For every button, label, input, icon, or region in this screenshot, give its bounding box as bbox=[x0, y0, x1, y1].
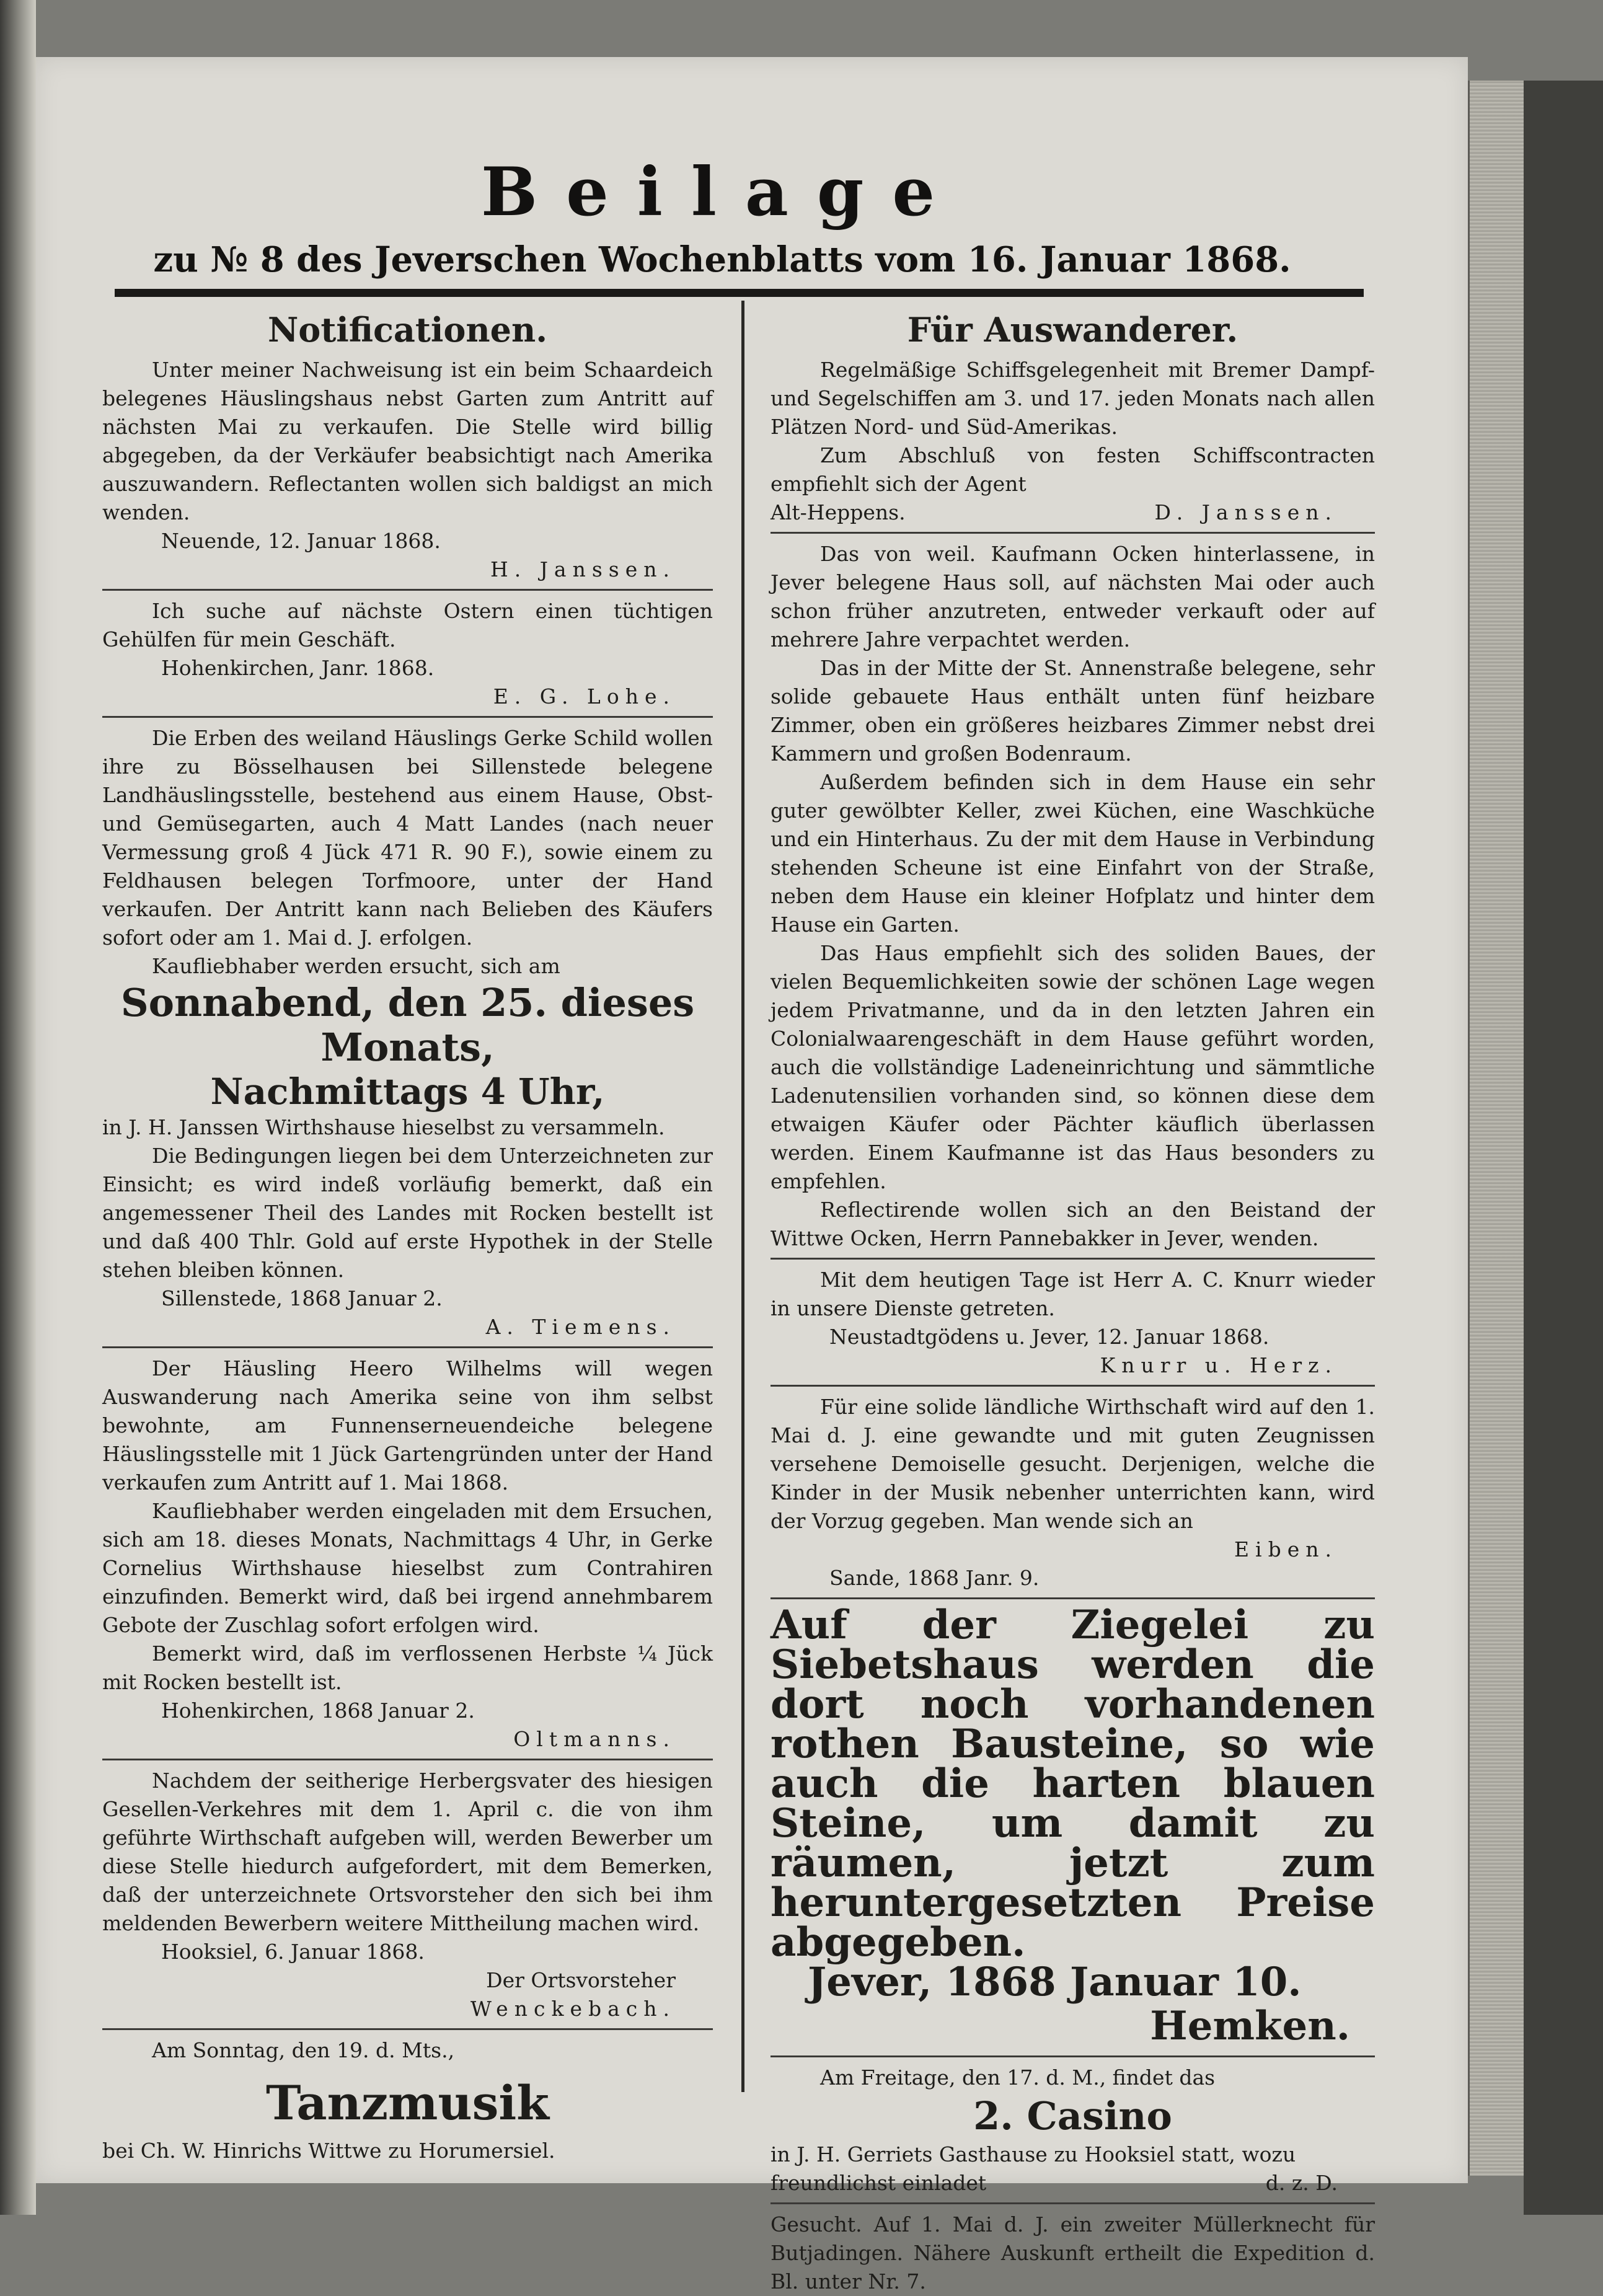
notice-separator bbox=[771, 1385, 1375, 1387]
notice-body: Bemerkt wird, daß im verflossenen Herbste ¼ Jück mit Rocken bestellt ist. bbox=[102, 1641, 713, 1694]
masthead-subtitle: zu № 8 des Jeverschen Wochenblatts vom 16. Januar 1868. bbox=[153, 239, 1291, 280]
notice-body: Das Haus empfiehlt sich des soliden Baues, der vielen Bequemlichkeiten sowie der schönen Lage wegen jedem Privatmanne, und da in den letzten Jahren ein Colonialwaarengeschäft in dem Hause geführt worden, auch die vollständige Ladeneinrichtung und sämmtliche Ladenutensilien vorhanden sind, so können diese dem etwaigen Käufer oder Pächter käuflich überlassen werden. Einem Kaufmanne ist das Haus besonders zu empfehlen. bbox=[771, 941, 1375, 1193]
notice-place-date: Neustadtgödens u. Jever, 12. Januar 1868. bbox=[829, 1325, 1270, 1349]
notice-signature: D. Janssen. bbox=[1154, 500, 1338, 524]
notice-separator bbox=[771, 2055, 1375, 2057]
notice-body: Kaufliebhaber werden eingeladen mit dem Ersuchen, sich am 18. dieses Monats, Nachmittags 4 Uhr, in Gerke Cornelius Wirthshause hieselbst zum Contrahiren einzufinden. Bemerkt wird, daß bei irgend annehmbarem Gebote der Zuschlag sofort erfolgen wird. bbox=[102, 1499, 713, 1637]
column-divider bbox=[741, 301, 744, 2092]
book-cover-edge bbox=[1524, 81, 1603, 2215]
notice-signature: H. Janssen. bbox=[490, 557, 676, 581]
notice-big-headline: Tanzmusik bbox=[266, 2075, 549, 2130]
notice-body: Regelmäßige Schiffsgelegenheit mit Bremer Dampf- und Segelschiffen am 3. und 17. jeden Monats nach allen Plätzen Nord- und Süd-Amerikas. bbox=[771, 358, 1375, 439]
notice-casino bbox=[771, 2064, 1375, 2197]
notice-body: Reflectirende wollen sich an den Beistand der Wittwe Ocken, Herrn Pannebakker in Jever, wenden. bbox=[771, 1198, 1375, 1250]
notice-body: Am Sonntag, den 19. d. Mts., bbox=[152, 2038, 455, 2062]
notice-ocken-haus bbox=[771, 540, 1375, 1253]
notice-gesucht bbox=[771, 2210, 1375, 2296]
notice-herberg bbox=[102, 1767, 713, 2023]
notice-gehuelfe bbox=[102, 597, 713, 711]
notice-body: Außerdem befinden sich in dem Hause ein sehr guter gewölbter Keller, zwei Küchen, eine Waschküche und ein Hinterhaus. Zu der mit dem Hause in Verbindung stehenden Scheune ist eine Einfahrt von der Straße, neben dem Hause ein kleiner Hofplatz und hinter dem Hause ein Garten. bbox=[771, 770, 1375, 937]
masthead-title: Beilage bbox=[480, 153, 964, 231]
notice-separator bbox=[102, 589, 713, 591]
notice-ziegelei bbox=[771, 1602, 1375, 2051]
notice-place-date: Hohenkirchen, 1868 Januar 2. bbox=[161, 1698, 475, 1723]
notice-body: Die Bedingungen liegen bei dem Unterzeichneten zur Einsicht; es wird indeß vorläufig bemerkt, daß ein angemessener Theil des Landes mit Rocken bestellt ist und daß 400 Thlr. Gold auf erste Hypothek in der Stelle stehen bleiben können. bbox=[102, 1144, 713, 1282]
notice-place-date: Hooksiel, 6. Januar 1868. bbox=[161, 1940, 425, 1964]
notice-signature-row bbox=[771, 2169, 1375, 2197]
notice-signature: A. Tiemens. bbox=[485, 1315, 676, 1339]
notice-signature: E. G. Lohe. bbox=[493, 684, 676, 709]
notice-auswanderer bbox=[771, 307, 1375, 527]
notice-body: Am Freitage, den 17. d. M., findet das bbox=[820, 2065, 1216, 2090]
notice-place-date: Jever, 1868 Januar 10. bbox=[808, 1959, 1302, 2005]
notice-separator bbox=[771, 2202, 1375, 2204]
notice-separator bbox=[771, 532, 1375, 534]
notice-demoiselle bbox=[771, 1393, 1375, 1592]
notice-place-date: Hohenkirchen, Janr. 1868. bbox=[161, 656, 435, 680]
left-column bbox=[102, 296, 713, 2165]
notice-heading: Für Auswanderer. bbox=[907, 310, 1239, 350]
page-stack-edge bbox=[1468, 81, 1526, 2176]
notice-date-headline: Sonnabend, den 25. dieses Monats, bbox=[120, 980, 695, 1070]
notice-signature-row bbox=[771, 498, 1375, 527]
notice-body: in J. H. Janssen Wirthshause hieselbst zu versammeln. bbox=[102, 1115, 665, 1139]
notice-role: Der Ortsvorsteher bbox=[486, 1968, 676, 1992]
notice-separator bbox=[102, 1346, 713, 1348]
right-column bbox=[771, 296, 1375, 2296]
masthead-area bbox=[74, 155, 1370, 281]
notice-separator bbox=[771, 1597, 1375, 1599]
notice-signature: Wenckebach. bbox=[470, 1997, 676, 2021]
notice-body: Das von weil. Kaufmann Ocken hinterlassene, in Jever belegene Haus soll, auf nächsten Mai oder auch schon früher anzutreten, entweder verkauft oder auf mehrere Jahre verpachtet werden. bbox=[771, 542, 1375, 651]
notice-separator bbox=[102, 2028, 713, 2030]
notice-body: Für eine solide ländliche Wirthschaft wird auf den 1. Mai d. J. eine gewandte und mit guten Zeugnissen versehene Demoiselle gesucht. Derjenigen, welche die Kinder in der Musik nebenher unterrichten kann, wird der Vorzug gegeben. Man wende sich an bbox=[771, 1395, 1375, 1533]
notice-time-headline: Nachmittags 4 Uhr, bbox=[210, 1071, 605, 1113]
notice-body: Gesucht. Auf 1. Mai d. J. ein zweiter Müllerknecht für Butjadingen. Nähere Auskunft ertheilt die Expedition d. Bl. unter Nr. 7. bbox=[771, 2212, 1375, 2294]
notice-separator bbox=[771, 1258, 1375, 1260]
notice-body: Zum Abschluß von festen Schiffscontracten empfiehlt sich der Agent bbox=[771, 443, 1375, 496]
notice-signature: Hemken. bbox=[1150, 2003, 1350, 2049]
notice-body: Unter meiner Nachweisung ist ein beim Schaardeich belegenes Häuslingshaus nebst Garten zum Antritt auf nächsten Mai zu verkaufen. Die Stelle wird billig abgegeben, da der Verkäufer beabsichtigt nach Amerika auszuwandern. Reflectanten wollen sich baldigst an mich wenden. bbox=[102, 358, 713, 524]
notice-notificationen bbox=[102, 307, 713, 584]
notice-place-date: Neuende, 12. Januar 1868. bbox=[161, 529, 441, 553]
notice-body: Der Häusling Heero Wilhelms will wegen Auswanderung nach Amerika seine von ihm selbst bewohnte, am Funnenserneuendeiche belegene Häuslingsstelle mit 1 Jück Gartengründen unter der Hand verkaufen zum Antritt auf 1. Mai 1868. bbox=[102, 1356, 713, 1495]
notice-signature: Knurr u. Herz. bbox=[1100, 1353, 1338, 1377]
notice-body: Die Erben des weiland Häuslings Gerke Schild wollen ihre zu Bösselhausen bei Sillenstede belegene Landhäuslingsstelle, bestehend aus einem Hause, Obst- und Gemüsegarten, auch 4 Matt Landes (nach neuer Vermessung groß 4 Jück 471 R. 90 F.), sowie einem zu Feldhausen belegen Torfmoore, unter der Hand verkaufen. Der Antritt kann nach Belieben des Käufers sofort oder am 1. Mai d. J. erfolgen. bbox=[102, 726, 713, 950]
notice-separator bbox=[102, 1759, 713, 1760]
notice-place-date: Sillenstede, 1868 Januar 2. bbox=[161, 1286, 443, 1310]
notice-heero bbox=[102, 1354, 713, 1754]
notice-heading: Notificationen. bbox=[267, 310, 548, 350]
book-spine bbox=[0, 0, 36, 2215]
notice-place-date: Sande, 1868 Janr. 9. bbox=[829, 1566, 1040, 1590]
notice-place-date: Alt-Heppens. bbox=[771, 500, 906, 524]
notice-body: Mit dem heutigen Tage ist Herr A. C. Knurr wieder in unsere Dienste getreten. bbox=[771, 1268, 1375, 1320]
notice-knurr bbox=[771, 1266, 1375, 1380]
notice-body: Kaufliebhaber werden ersucht, sich am bbox=[152, 954, 560, 978]
notice-signature: Eiben. bbox=[1234, 1537, 1338, 1561]
notice-body: Das in der Mitte der St. Annenstraße belegene, sehr solide gebauete Haus enthält unten fünf heizbare Zimmer, oben ein größeres heizbares Zimmer nebst drei Kammern und großen Bodenraum. bbox=[771, 656, 1375, 766]
notice-body: Nachdem der seitherige Herbergsvater des hiesigen Gesellen-Verkehres mit dem 1. April c. die von ihm geführte Wirthschaft aufgeben will, werden Bewerber um diese Stelle hiedurch aufgefordert, mit dem Bemerken, daß der unterzeichnete Ortsvorsteher den sich bei ihm meldenden Bewerbern weitere Mittheilung machen wird. bbox=[102, 1768, 713, 1935]
notice-signature: d. z. D. bbox=[1265, 2171, 1338, 2195]
notice-erben bbox=[102, 724, 713, 1341]
notice-body: in J. H. Gerriets Gasthause zu Hooksiel statt, wozu bbox=[771, 2142, 1296, 2166]
notice-body: Ich suche auf nächste Ostern einen tüchtigen Gehülfen für mein Geschäft. bbox=[102, 599, 713, 651]
notice-separator bbox=[102, 716, 713, 718]
notice-body: bei Ch. W. Hinrichs Wittwe zu Horumersiel. bbox=[102, 2139, 555, 2163]
notice-big-headline: 2. Casino bbox=[973, 2093, 1172, 2139]
notice-big-body: Auf der Ziegelei zu Siebetshaus werden die dort noch vorhandenen rothen Bausteine, so wie auch die harten blauen Steine, um damit zu räumen, jetzt zum heruntergesetzten Preise abgegeben. bbox=[771, 1602, 1375, 1966]
notice-tanzmusik bbox=[102, 2036, 713, 2165]
notice-signature: Oltmanns. bbox=[513, 1727, 676, 1751]
notice-body: freundlichst einladet bbox=[771, 2171, 987, 2195]
